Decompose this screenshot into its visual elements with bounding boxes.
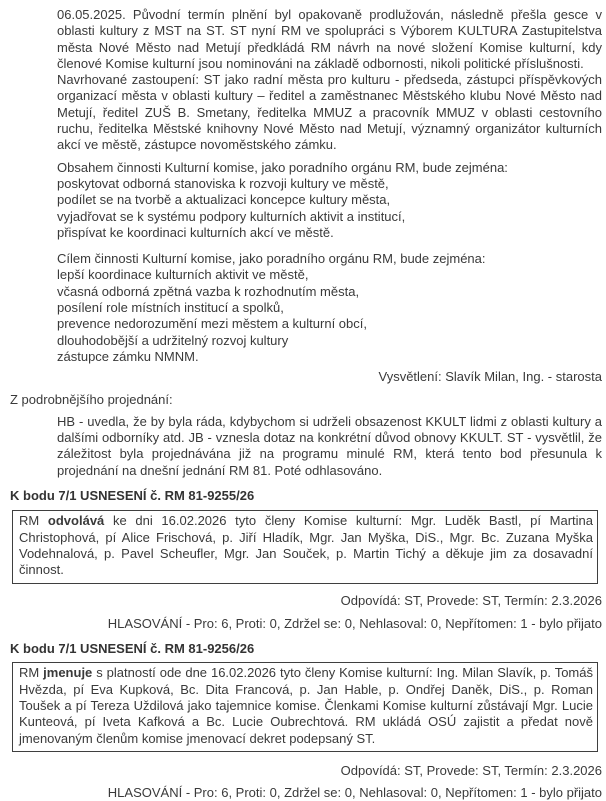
committee-content-item: podílet se na tvorbě a aktualizaci koncepce kultury města,	[57, 192, 391, 208]
resolution-verb: jmenuje	[43, 665, 93, 681]
resolution-body-prefix: RM	[19, 513, 48, 529]
committee-goal-item: lepší koordinace kulturních aktivit ve městě,	[57, 267, 309, 283]
intro-section	[57, 7, 602, 365]
committee-goal-item: dlouhodobější a udržitelný rozvoj kultury	[57, 332, 289, 348]
committee-content-item: poskytovat odborná stanoviska k rozvoji kultury ve městě,	[57, 175, 389, 191]
committee-goal-item: zástupce zámku NMNM.	[57, 348, 199, 364]
voting-result-line: HLASOVÁNÍ - Pro: 6, Proti: 0, Zdržel se: 0, Nehlasoval: 0, Nepřítomen: 1 - bylo přijato	[107, 785, 602, 801]
intro-paragraph-2: Navrhované zastoupení: ST jako radní města pro kulturu - předseda, zástupci příspěvkových organizací města v oblasti kultury – ředitel a zaměstnanec Městského klubu Nové Město nad Metují, ředitel ZUŠ B. Smetany, ředitelka MMUZ a pracovník MMUZ v oblasti cestovního ruchu, ředitelka Městské knihovny Nové Město nad Metují, významný organizátor kulturních akcí ve městě, zástupce novoměstského zámku.	[57, 72, 602, 153]
committee-content-item: přispívat ke koordinaci kulturních akcí ve městě.	[57, 224, 334, 240]
resolution-heading-9255: K bodu 7/1 USNESENÍ č. RM 81-9255/26	[10, 488, 255, 504]
discussion-section	[57, 414, 602, 479]
resolution-box-9255	[12, 510, 598, 583]
responsibility-line: Odpovídá: ST, Provede: ST, Termín: 2.3.2026	[340, 592, 602, 608]
committee-goal-heading: Cílem činnosti Kulturní komise, jako poradního orgánu RM, bude zejména:	[57, 251, 486, 267]
committee-content-block	[57, 160, 602, 241]
resolution-body-prefix: RM	[19, 665, 44, 681]
resolution-box-9256	[12, 662, 598, 751]
committee-goal-item: prevence nedorozumění mezi městem a kulturní obcí,	[57, 316, 367, 332]
committee-content-heading: Obsahem činnosti Kulturní komise, jako poradního orgánu RM, bude zejména:	[57, 159, 508, 175]
explanation-line: Vysvětlení: Slavík Milan, Ing. - starosta	[378, 369, 602, 385]
discussion-label: Z podrobnějšího projednání:	[10, 391, 173, 407]
committee-goal-item: včasná odborná zpětná vazba k rozhodnutím města,	[57, 283, 360, 299]
committee-content-item: vyjadřovat se k systému podpory kulturních aktivit a institucí,	[57, 208, 406, 224]
resolution-body-text: ke dni 16.02.2026 tyto členy Komise kulturní: Mgr. Luděk Bastl, pí Martina Christophová, pí Alice Frischová, p. Jiří Hladík, Mgr. Jan Myška, DiS., Mgr. Bc. Zuzana Myška Vodehnalová, p. Pavel Scheufler, Mgr. Jan Souček, p. Martin Tichý a děkuje jim za dosavadní činnost.	[19, 513, 593, 578]
voting-result-line: HLASOVÁNÍ - Pro: 6, Proti: 0, Zdržel se: 0, Nehlasoval: 0, Nepřítomen: 1 - bylo přijato	[107, 615, 602, 631]
resolution-heading-9256: K bodu 7/1 USNESENÍ č. RM 81-9256/26	[10, 641, 255, 657]
committee-goal-item: posílení role místních institucí a spolků,	[57, 300, 284, 316]
responsibility-line: Odpovídá: ST, Provede: ST, Termín: 2.3.2026	[340, 762, 602, 778]
discussion-text: HB - uvedla, že by byla ráda, kdybychom si udrželi obsazenost KKULT lidmi z oblasti kultury a dalšími odborníky atd. JB - vznesla dotaz na konkrétní důvod obnovy KKULT. ST - vysvětlil, že záležitost byla projednávána již na programu minulé RM, která tento bod přesunula k projednání na dnešní jednání RM 81. Poté odhlasováno.	[57, 413, 602, 478]
resolution-body-text: s platností ode dne 16.02.2026 tyto členy Komise kulturní: Ing. Milan Slavík, p. Tomáš Hvězda, pí Eva Kupková, Bc. Dita Francová, p. Jan Hable, p. Ondřej Daněk, DiS., p. Roman Toušek a pí Tereza Uždilová jako tajemnice komise. Členkami Komise kulturní zůstávají Mgr. Lucie Kunteová, pí Iveta Kafková a Bc. Lucie Oubrechtová. RM ukládá OSÚ zajistit a předat nově jmenovaným členům komise jmenovací dekret podepsaný ST.	[19, 665, 593, 746]
committee-goal-block	[57, 251, 602, 365]
intro-paragraph-1: 06.05.2025. Původní termín plnění byl opakovaně prodlužován, následně přešla gesce v oblasti kultury z MST na ST. ST nyní RM ve spolupráci s Výborem KULTURA Zastupitelstva města Nové Město nad Metují předkládá RM návrh na nové složení Komise kulturní, kdy členové Komise kulturní jsou nominováni na základě odbornosti, nikoli politické příslušnosti.	[57, 7, 602, 71]
resolution-verb: odvolává	[47, 513, 105, 529]
